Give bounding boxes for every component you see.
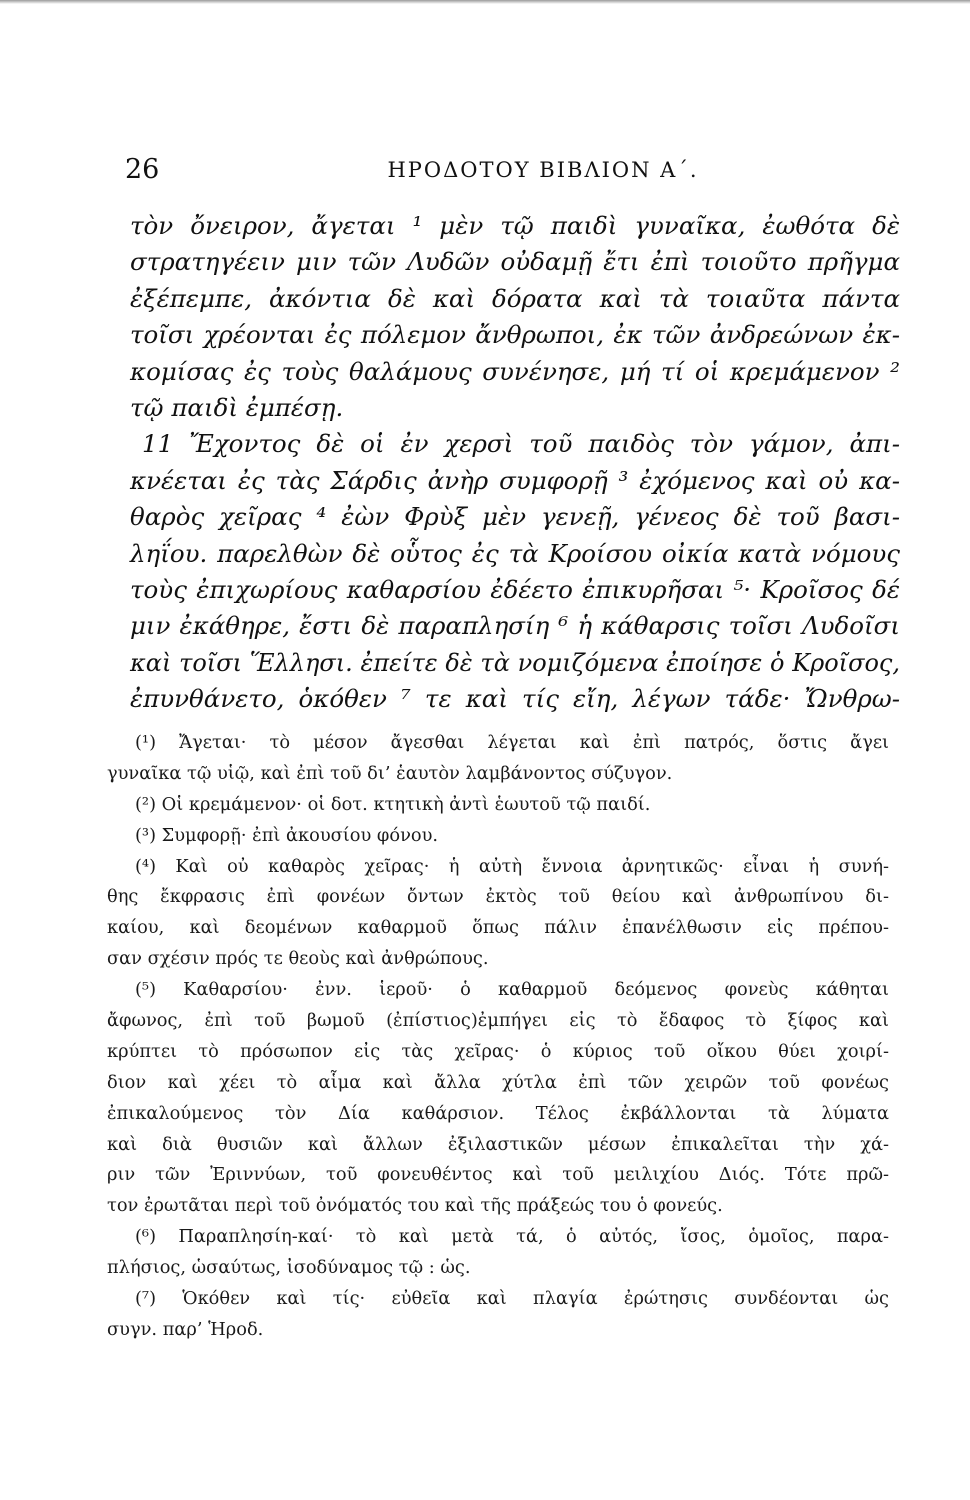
text-line: στρατηγέειν μιν τῶν Λυδῶν οὐδαμῇ ἔτι ἐπὶ τοιοῦτο πρῆγμα — [130, 247, 900, 277]
footnote-6-line: (⁶) Παραπλησίη-καί· τὸ καὶ μετὰ τά, ὁ αὐτός, ἴσος, ὁμοῖος, παρα- — [135, 1226, 889, 1248]
footnote-2-line: (²) Οἱ κρεμάμενον· οἱ δοτ. κτητικὴ ἀντὶ ἑωυτοῦ τῷ παιδί. — [135, 793, 651, 815]
running-title: ΗΡΟΔΟΤΟΥ ΒΙΒΛΙΟΝ Α΄. — [387, 158, 699, 182]
text-line-section-11: 11 Ἔχοντος δὲ οἱ ἐν χερσὶ τοῦ παιδὸς τὸν γάμον, ἀπι- — [142, 429, 900, 459]
footnote-4-line: θης ἔκφρασις ἐπὶ φονέων ὄντων ἐκτὸς τοῦ θείου καὶ ἀνθρωπίνου δι- — [107, 886, 889, 908]
footnote-4-line: καίου, καὶ δεομένων καθαρμοῦ ὅπως πάλιν ἐπανέλθωσιν εἰς πρέπου- — [107, 917, 889, 939]
footnote-3-line: (³) Συμφορῇ· ἐπὶ ἀκουσίου φόνου. — [135, 824, 439, 846]
footnote-5-line: (⁵) Καθαρσίου· ἐνν. ἱεροῦ· ὁ καθαρμοῦ δεόμενος φονεὺς κάθηται — [135, 979, 889, 1001]
text-line: θαρὸς χεῖρας ⁴ ἐὼν Φρὺξ μὲν γενεῇ, γένεος δὲ τοῦ βασι- — [130, 502, 900, 532]
footnote-4-line: σαν σχέσιν πρός τε θεοὺς καὶ ἀνθρώπους. — [107, 948, 489, 970]
footnote-5-line: ἄφωνος, ἐπὶ τοῦ βωμοῦ (ἐπίστιος)ἐμπήγει εἰς τὸ ἔδαφος τὸ ξίφος καὶ — [107, 1010, 889, 1032]
text-line: τῷ παιδὶ ἐμπέσῃ. — [130, 392, 344, 422]
footnote-5-line: διον καὶ χέει τὸ αἷμα καὶ ἄλλα χύτλα ἐπὶ τῶν χειρῶν τοῦ φονέως — [107, 1071, 889, 1093]
text-line: κνέεται ἐς τὰς Σάρδις ἀνὴρ συμφορῇ ³ ἐχόμενος καὶ οὐ κα- — [130, 465, 900, 495]
footnote-5-line: κρύπτει τὸ πρόσωπον εἰς τὰς χεῖρας· ὁ κύριος τοῦ οἴκου θύει χοιρί- — [107, 1040, 889, 1062]
text-line: τοὺς ἐπιχωρίους καθαρσίου ἐδέετο ἐπικυρῆσαι ⁵· Κροῖσος δέ — [130, 574, 900, 604]
page-number: 26 — [125, 154, 160, 185]
page-header — [125, 150, 885, 194]
footnote-6-line: πλήσιος, ὡσαύτως, ἰσοδύναμος τῷ : ὡς. — [107, 1257, 471, 1279]
text-line: μιν ἐκάθηρε, ἔστι δὲ παραπλησίη ⁶ ἡ κάθαρσις τοῖσι Λυδοῖσι — [130, 611, 900, 641]
footnote-4-line: (⁴) Καὶ οὐ καθαρὸς χεῖρας· ἡ αὐτὴ ἔννοια ἀρνητικῶς· εἶναι ἡ συνή- — [135, 855, 889, 877]
footnote-5-line: ἐπικαλούμενος τὸν Δία καθάρσιον. Τέλος ἐκβάλλονται τὰ λύματα — [107, 1102, 889, 1124]
footnote-7-line: συγν. παρ’ Ἡροδ. — [107, 1318, 264, 1340]
footnote-1-line: γυναῖκα τῷ υἱῷ, καὶ ἐπὶ τοῦ δι’ ἑαυτὸν λαμβάνοντος σύζυγον. — [107, 762, 673, 784]
footnote-1-line: (¹) Ἄγεται· τὸ μέσον ἄγεσθαι λέγεται καὶ ἐπὶ πατρός, ὅστις ἄγει — [135, 732, 889, 753]
text-line: καὶ τοῖσι Ἕλλησι. ἐπείτε δὲ τὰ νομιζόμενα ἐποίησε ὁ Κροῖσος, — [130, 648, 900, 677]
text-line: ἐπυνθάνετο, ὁκόθεν ⁷ τε καὶ τίς εἴη, λέγων τάδε· Ὤνθρω- — [130, 684, 900, 714]
text-line: τοῖσι χρέονται ἐς πόλεμον ἄνθρωποι, ἐκ τῶν ἀνδρεώνων ἐκ- — [130, 320, 900, 350]
footnote-5-line: καὶ διὰ θυσιῶν καὶ ἄλλων ἐξιλαστικῶν μέσων ἐπικαλεῖται τὴν χά- — [107, 1133, 889, 1155]
footnote-5-line: τον ἐρωτᾶται περὶ τοῦ ὀνόματός του καὶ τῆς πράξεώς του ὁ φονεύς. — [107, 1195, 723, 1217]
text-line: ληΐου. παρελθὼν δὲ οὗτος ἐς τὰ Κροίσου οἰκία κατὰ νόμους — [130, 538, 900, 568]
text-line: τὸν ὄνειρον, ἄγεται ¹ μὲν τῷ παιδὶ γυναῖκα, ἐωθότα δὲ — [130, 211, 900, 240]
text-line: κομίσας ἐς τοὺς θαλάμους συνένησε, μή τί οἱ κρεμάμενον ² — [130, 356, 900, 386]
footnote-7-line: (⁷) Ὁκόθεν καὶ τίς· εὐθεῖα καὶ πλαγία ἐρώτησις συνδέονται ὡς — [135, 1288, 889, 1310]
footnotes-block — [107, 728, 889, 1346]
footnote-5-line: ριν τῶν Ἐριννύων, τοῦ φονευθέντος καὶ τοῦ μειλιχίου Διός. Τότε πρῶ- — [107, 1164, 889, 1186]
top-edge-shadow — [0, 0, 970, 4]
text-line: ἐξέπεμπε, ἀκόντια δὲ καὶ δόρατα καὶ τὰ τοιαῦτα πάντα — [130, 283, 900, 313]
main-text-block — [130, 208, 900, 717]
